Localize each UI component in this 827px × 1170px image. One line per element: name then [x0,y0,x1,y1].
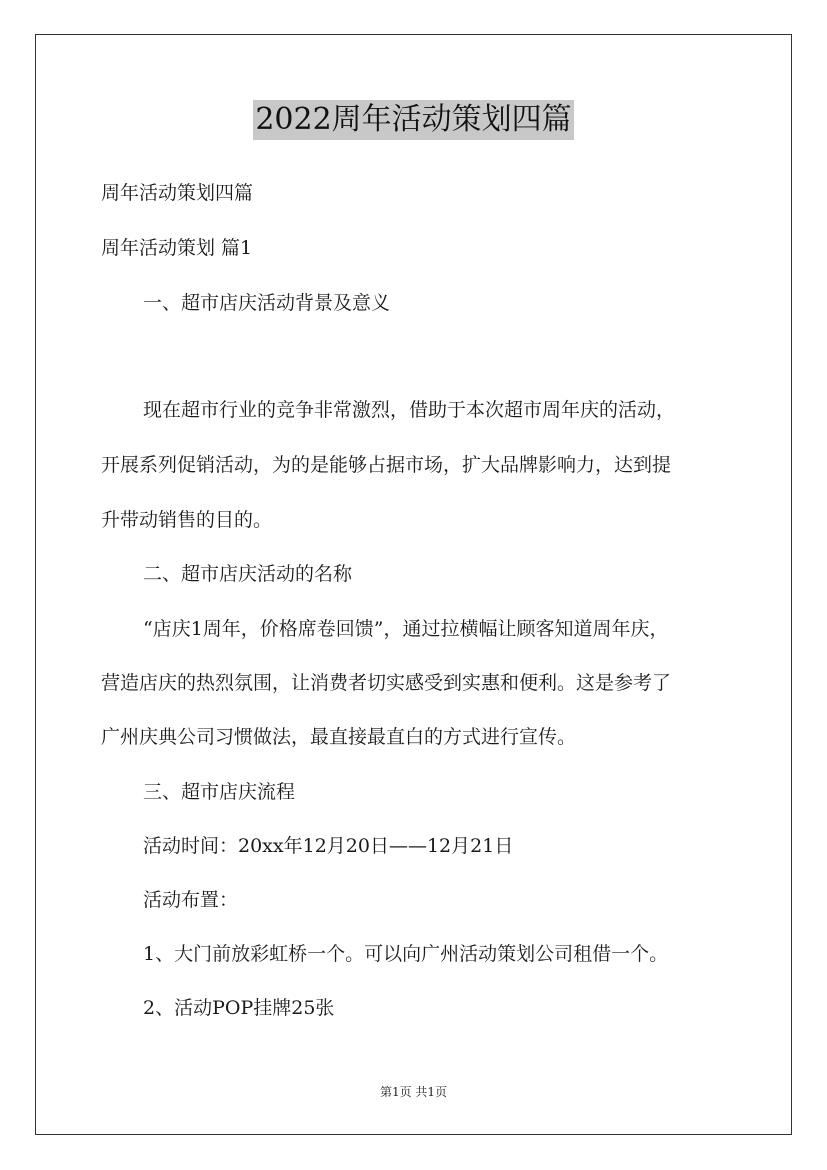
page-footer: 第1页 共1页 [379,1085,448,1099]
list-item: 2、活动POP挂牌25张 [143,997,335,1019]
paragraph-line: 现在超市行业的竞争非常激烈，借助于本次超市周年庆的活动， [143,399,676,421]
title-container [0,100,827,140]
activity-layout-line: 活动布置： [143,889,239,911]
paragraph-line: 升带动销售的目的。 [101,509,273,531]
paragraph-line: 营造店庆的热烈氛围，让消费者切实感受到实惠和便利。这是参考了 [101,672,672,694]
paragraph-line: 开展系列促销活动，为的是能够占据市场，扩大品牌影响力，达到提 [101,454,672,476]
subtitle-line: 周年活动策划四篇 [101,182,254,204]
document-title: 2022周年活动策划四篇 [253,100,573,140]
paragraph-heading-process: 三、超市店庆流程 [143,781,296,803]
paragraph-heading-background: 一、超市店庆活动背景及意义 [143,292,391,314]
paragraph-heading-name: 二、超市店庆活动的名称 [143,563,353,585]
paragraph-line: 广州庆典公司习惯做法，最直接最直白的方式进行宣传。 [101,726,577,748]
list-item: 1、大门前放彩虹桥一个。可以向广州活动策划公司租借一个。 [143,943,669,965]
section-heading-1: 周年活动策划 篇1 [101,237,253,259]
activity-time-line: 活动时间：20xx年12月20日——12月21日 [143,835,514,857]
paragraph-line: “店庆1周年，价格席卷回馈”，通过拉横幅让顾客知道周年庆， [143,618,669,640]
